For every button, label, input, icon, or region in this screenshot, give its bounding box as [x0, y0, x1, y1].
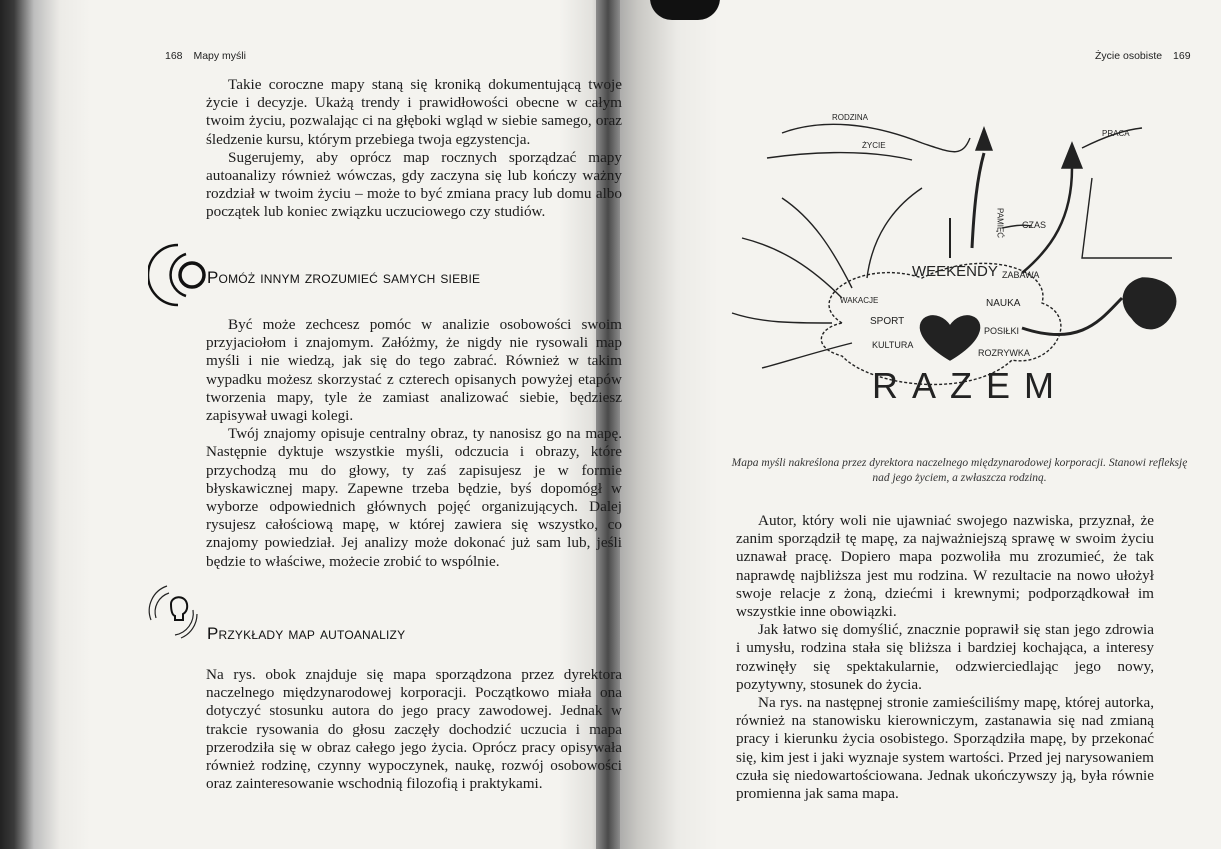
map-label-rozrywka: ROZRYWKA: [978, 348, 1030, 358]
map-label-posilki: POSIŁKI: [984, 326, 1020, 336]
map-label-kultura: KULTURA: [872, 340, 914, 350]
left-section1-text: [206, 316, 622, 571]
map-label-wakacje: WAKACJE: [840, 296, 879, 305]
paragraph: Na rys. obok znajduje się mapa sporządzona przez dyrektora naczelnego międzynarodowej korporacji. Początkowo miała ona dotyczyć stosunku autora do jego pracy zawodowej. Jednak w trakcie rysowania do głosu zaczęły dochodzić uczucia i mapa przerodziła się w obraz całego jego życia. Oprócz pracy opisywała również rodzinę, czynny wypoczynek, naukę, rozwój osobowości oraz zainteresowanie wschodnią filozofią i praktykami.: [206, 666, 622, 793]
map-label-rodzina: RODZINA: [832, 113, 868, 122]
map-label-center: RAZEM: [872, 365, 1068, 406]
left-running-title: Mapy myśli: [193, 50, 246, 62]
left-running-head: [165, 50, 246, 62]
right-page-number: 169: [1173, 50, 1191, 62]
left-section2-text: [206, 666, 622, 793]
map-label-weekend: WEEKENDY: [912, 263, 998, 280]
right-running-head: [1095, 50, 1191, 62]
section-heading-help-others: Pomóż innym zrozumieć samych siebie: [207, 268, 481, 287]
head-profile-icon: [145, 580, 205, 640]
mind-map-figure: [722, 98, 1192, 443]
map-label-zabawa: ZABAWA: [1002, 270, 1040, 280]
right-running-title: Życie osobiste: [1095, 50, 1163, 62]
left-page-number: 168: [165, 50, 183, 62]
paragraph: Takie coroczne mapy staną się kroniką dokumentującą twoje życie i decyzje. Ukażą trendy i prawidłowości obecne w całym twoim życiu, pozwalając ci na głęboki wgląd w siebie samego, oraz śledzenie kursu, którym przebiega twoja egzystencja.: [206, 76, 622, 148]
paragraph: Sugerujemy, aby oprócz map rocznych sporządzać mapy autoanalizy również wówczas, gdy zaczyna się lub kończy ważny rozdział w twoim życiu – może to być zmiana pracy lub domu albo początek lub koniec związku uczuciowego czy studiów.: [206, 148, 622, 221]
paragraph: Jak łatwo się domyślić, znacznie poprawił się stan jego zdrowia i umysłu, rodzina stała się bliższa i bardziej kochająca, a interesy rozwinęły się spektakularnie, odzwierciedlając jego nowy, pozytywny, stosunek do życia.: [736, 621, 1154, 693]
figure-caption: Mapa myśli nakreślona przez dyrektora naczelnego międzynarodowej korporacji. Stanowi refleksję nad jego życiem, a zwłaszcza rodziną.: [731, 457, 1188, 484]
right-page-text: [736, 512, 1154, 803]
map-label-pamiec: PAMIĘĆ: [995, 208, 1005, 239]
map-label-sport: SPORT: [870, 316, 905, 327]
paragraph: Być może zechcesz pomóc w analizie osobowości swoim przyjaciołom i znajomym. Załóżmy, że nigdy nie rysowali map myśli i nie wiedzą, jak się do tego zabrać. Również w takim wypadku możesz skorzystać z czterech opisanych powyżej etapów tworzenia mapy, tyle że zamiast analizować siebie, będziesz zapisywał uwagi kolegi.: [206, 316, 622, 425]
paragraph: Twój znajomy opisuje centralny obraz, ty nanosisz go na mapę. Następnie dyktuje wszystkie myśli, odczucia i obrazy, które przychodzą mu do głowy, ty zaś zapisujesz je w formie błyskawicznej mapy. Zapewne trzeba będzie, byś dopomógł w wyborze odpowiednich głównych pojęć organizujących. Dalej rysujesz całościową mapę, w której zawiera się wszystko, co znajomy powiedział. Jej analizy może dokonać już sam lub, jeśli będzie to właściwe, możecie zrobić to wspólnie.: [206, 425, 622, 570]
section-heading-examples: Przykłady map autoanalizy: [207, 624, 406, 643]
paragraph: Na rys. na następnej stronie zamieściliśmy mapę, której autorka, również na stanowisku kierowniczym, zastanawia się nad zmianą pracy i kierunku życia osobistego. Sporządziła mapę, by przekonać się, kim jest i jaki wyznaje system wartości. Przed jej narysowaniem czuła się niedowartościowana. Jednak ukończywszy ją, była równie promienna jak sama mapa.: [736, 694, 1154, 803]
map-label-czas: CZAS: [1022, 220, 1047, 230]
concentric-circles-icon: [148, 240, 208, 310]
map-label-nauka: NAUKA: [986, 298, 1021, 309]
map-label-zycie: ŻYCIE: [862, 141, 886, 150]
map-label-praca: PRACA: [1102, 129, 1130, 138]
paragraph: Autor, który woli nie ujawniać swojego nazwiska, przyznał, że zanim sporządził tę mapę, za najważniejszą sprawę w swoim życiu uznawał pracę. Dopiero mapa pozwoliła mu zrozumieć, że tak naprawdę najbliższa jest mu rodzina. W rezultacie na nowo ułożył swoje relacje z żoną, dziećmi i krewnymi; podporządkował im wszystkie inne obowiązki.: [736, 512, 1154, 621]
left-intro-text: [206, 76, 622, 222]
